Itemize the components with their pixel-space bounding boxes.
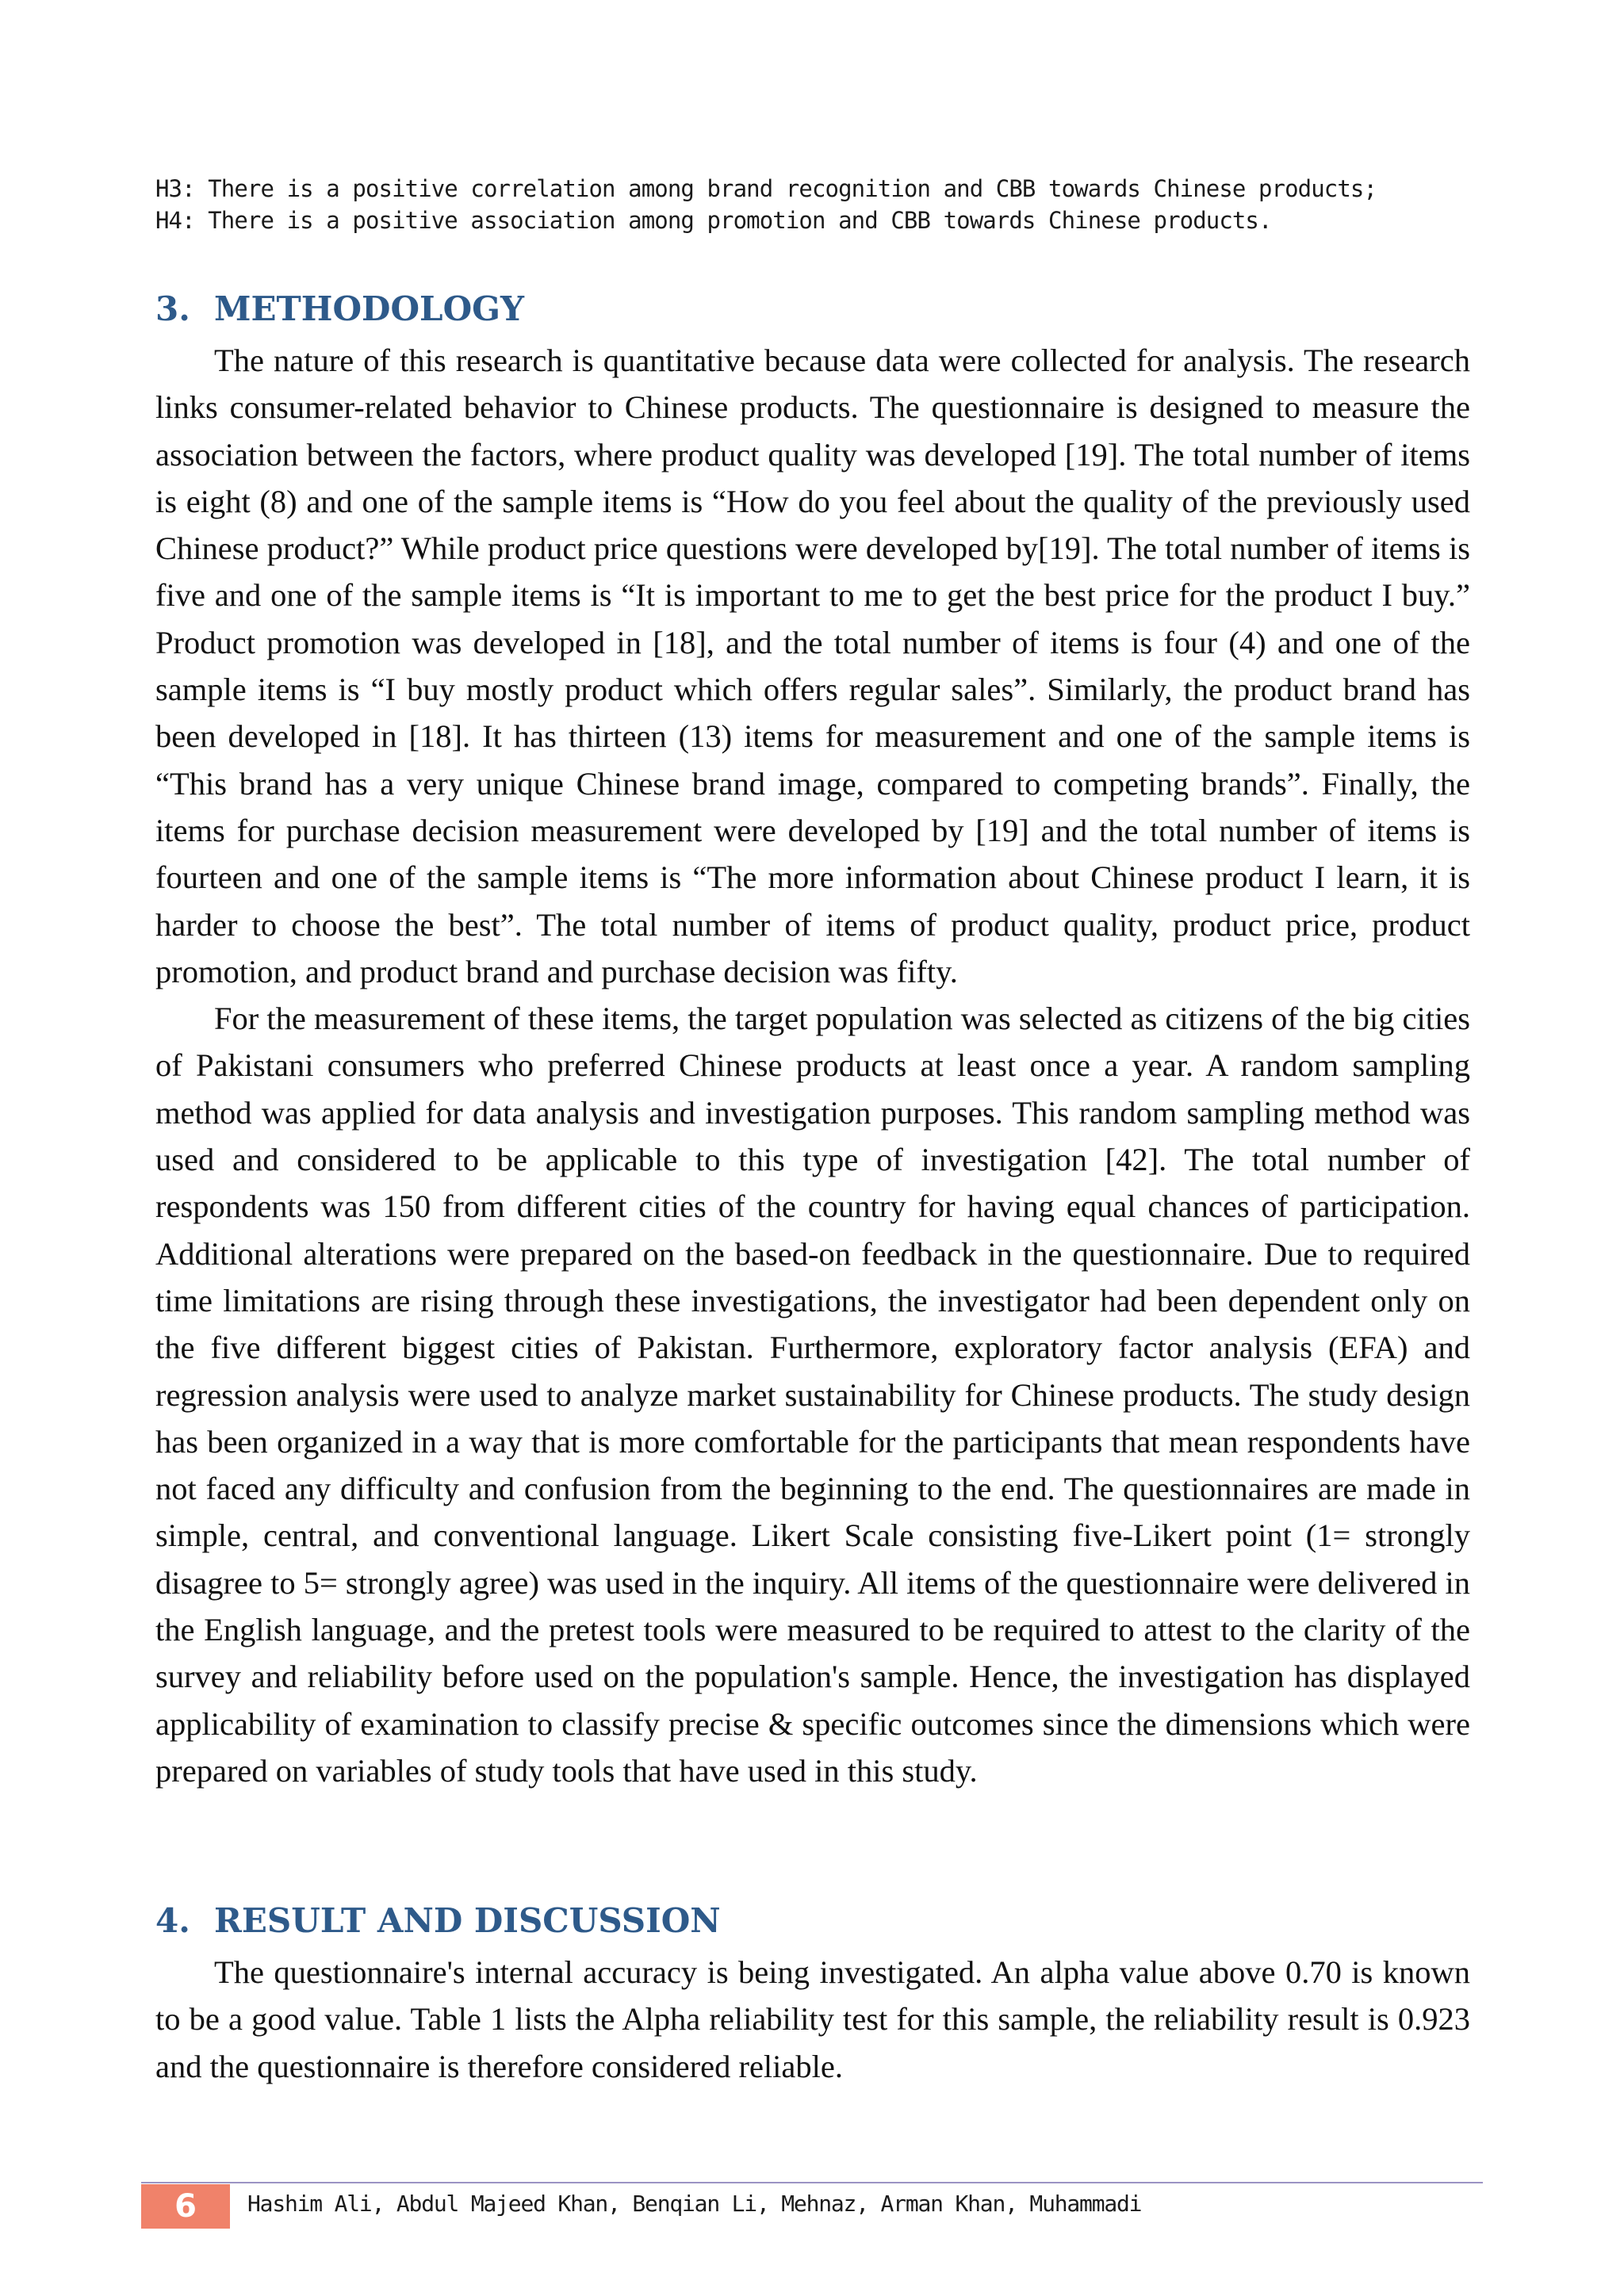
footer-authors: Hashim Ali, Abdul Majeed Khan, Benqian Li, Mehnaz, Arman Khan, Muhammadi — [247, 2191, 1142, 2217]
section-number: 4. — [155, 1901, 190, 1940]
methodology-paragraph-1: The nature of this research is quantitative because data were collected for analysis. The research links consumer-related behavior to Chinese products. The questionnaire is designed to measure the association between the factors, where product quality was developed [19]. The total number of items is eight (8) and one of the sample items is “How do you feel about the quality of the previously used Chinese product?” While product price questions were developed by[19]. The total number of items is five and one of the sample items is “It is important to me to get the best price for the product I buy.” Product promotion was developed in [18], and the total number of items is four (4) and one of the sample items is “I buy mostly product which offers regular sales”. Similarly, the product brand has been developed in [18]. It has thirteen (13) items for measurement and one of the sample items is “This brand has a very unique Chinese brand image, compared to competing brands”. Finally, the items for purchase decision measurement were developed by [19] and the total number of items is fourteen and one of the sample items is “The more information about Chinese product I learn, it is harder to choose the best”. The total number of items of product quality, product price, product promotion, and product brand and purchase decision was fifty. — [155, 342, 1470, 989]
section-heading-results — [155, 1900, 721, 1942]
hypothesis-h4: H4: There is a positive association among promotion and CBB towards Chinese products. — [155, 207, 1272, 234]
results-body — [155, 1949, 1470, 2090]
page-number: 6 — [141, 2184, 230, 2229]
methodology-body — [155, 337, 1470, 1794]
methodology-paragraph-2: For the measurement of these items, the target population was selected as citizens of the big cities of Pakistani consumers who preferred Chinese products at least once a year. A random sampling method was applied for data analysis and investigation purposes. This random sampling method was used and considered to be applicable to this type of investigation [42]. The total number of respondents was 150 from different cities of the country for having equal chances of participation. Additional alterations were prepared on the based-on feedback in the questionnaire. Due to required time limitations are rising through these investigations, the investigator had been dependent only on the five different biggest cities of Pakistan. Furthermore, exploratory factor analysis (EFA) and regression analysis were used to analyze market sustainability for Chinese products. The study design has been organized in a way that is more comfortable for the participants that mean respondents have not faced any difficulty and confusion from the beginning to the end. The questionnaires are made in simple, central, and conventional language. Likert Scale consisting five-Likert point (1= strongly disagree to 5= strongly agree) was used in the inquiry. All items of the questionnaire were delivered in the English language, and the pretest tools were measured to be required to attest to the clarity of the survey and reliability before used on the population's sample. Hence, the investigation has displayed applicability of examination to classify precise & specific outcomes since the dimensions which were prepared on variables of study tools that have used in this study. — [155, 1001, 1470, 1789]
hypothesis-h3: H3: There is a positive correlation among brand recognition and CBB towards Chinese products; — [155, 175, 1377, 202]
footer-divider — [141, 2182, 1483, 2183]
results-paragraph-1: The questionnaire's internal accuracy is being investigated. An alpha value above 0.70 is known to be a good value. Table 1 lists the Alpha reliability test for this sample, the reliability result is 0.923 and the questionnaire is therefore considered reliable. — [155, 1954, 1470, 2084]
section-title: RESULT AND DISCUSSION — [214, 1901, 721, 1940]
section-heading-methodology — [155, 289, 524, 330]
section-title: METHODOLOGY — [214, 289, 525, 328]
section-number: 3. — [155, 289, 190, 328]
hypotheses-list — [155, 173, 1472, 236]
